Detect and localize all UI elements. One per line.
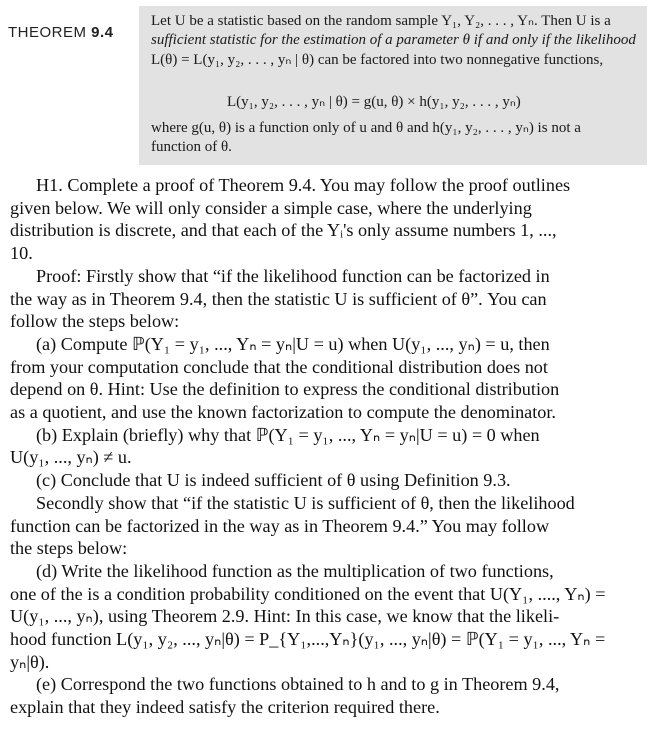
problem-line: distribution is discrete, and that each of the Yᵢ's only assume numbers 1, ...,	[10, 220, 557, 241]
problem-line: from your computation conclude that the conditional distribution does not	[10, 356, 548, 377]
theorem-label	[8, 24, 114, 41]
problem-line: as a quotient, and use the known factorization to compute the denominator.	[10, 402, 556, 423]
step-a: (a) Compute ℙ(Y₁ = y₁, ..., Yₙ = yₙ|U = u) when U(y₁, ..., yₙ) = u, then	[36, 333, 550, 354]
problem-h1	[10, 174, 635, 719]
theorem-label-number: 9.4	[91, 24, 114, 41]
problem-line: explain that they indeed satisfy the criterion required there.	[10, 697, 440, 718]
theorem-line: Let U be a statistic based on the random sample Y₁, Y₂, . . . , Yₙ. Then U is a	[151, 13, 611, 29]
problem-line: the way as in Theorem 9.4, then the statistic U is sufficient of θ”. You can	[10, 288, 547, 309]
step-e: (e) Correspond the two functions obtained to h and to g in Theorem 9.4,	[36, 674, 560, 695]
problem-line: one of the is a condition probability conditioned on the event that U(Y₁, ...., Yₙ) =	[10, 583, 606, 604]
problem-line: U(y₁, ..., yₙ) ≠ u.	[10, 447, 132, 468]
theorem-box	[0, 0, 657, 165]
problem-line: Secondly show that “if the statistic U is sufficient of θ, then the likelihood	[36, 492, 575, 513]
step-d: (d) Write the likelihood function as the multiplication of two functions,	[36, 560, 554, 581]
problem-line: H1. Complete a proof of Theorem 9.4. You may follow the proof outlines	[36, 175, 571, 195]
problem-line: depend on θ. Hint: Use the definition to express the conditional distribution	[10, 379, 560, 400]
theorem-statement-panel	[139, 6, 647, 165]
problem-line: Proof: Firstly show that “if the likelihood function can be factorized in	[36, 265, 550, 286]
theorem-line: sufficient statistic for the estimation of a parameter θ if and only if the likelihood	[151, 32, 636, 48]
theorem-line: L(θ) = L(y₁, y₂, . . . , yₙ | θ) can be factored into two nonnegative functions,	[151, 52, 604, 68]
theorem-line: function of θ.	[151, 139, 232, 155]
problem-line: the steps below:	[10, 538, 128, 559]
step-b: (b) Explain (briefly) why that ℙ(Y₁ = y₁, ..., Yₙ = yₙ|U = u) = 0 when	[36, 424, 540, 445]
problem-line: U(y₁, ..., yₙ), using Theorem 2.9. Hint: In this case, we know that the likeli-	[10, 606, 560, 627]
step-c: (c) Conclude that U is indeed sufficient of θ using Definition 9.3.	[36, 470, 511, 491]
problem-line: given below. We will only consider a simple case, where the underlying	[10, 197, 532, 218]
problem-line: follow the steps below:	[10, 311, 180, 332]
theorem-line: where g(u, θ) is a function only of u and θ and h(y₁, y₂, . . . , yₙ) is not a	[151, 120, 581, 136]
theorem-label-word: THEOREM	[8, 24, 87, 41]
problem-line: hood function L(y₁, y₂, ..., yₙ|θ) = P_{Y₁,...,Yₙ}(y₁, ..., yₙ|θ) = ℙ(Y₁ = y₁, ..., Yₙ =	[10, 629, 606, 650]
theorem-factorization-equation: L(y₁, y₂, . . . , yₙ | θ) = g(u, θ) × h(y₁, y₂, . . . , yₙ)	[227, 94, 521, 110]
problem-line: function can be factorized in the way as in Theorem 9.4.” You may follow	[10, 515, 550, 536]
problem-line: 10.	[10, 243, 33, 264]
problem-line: yₙ|θ).	[10, 651, 50, 672]
